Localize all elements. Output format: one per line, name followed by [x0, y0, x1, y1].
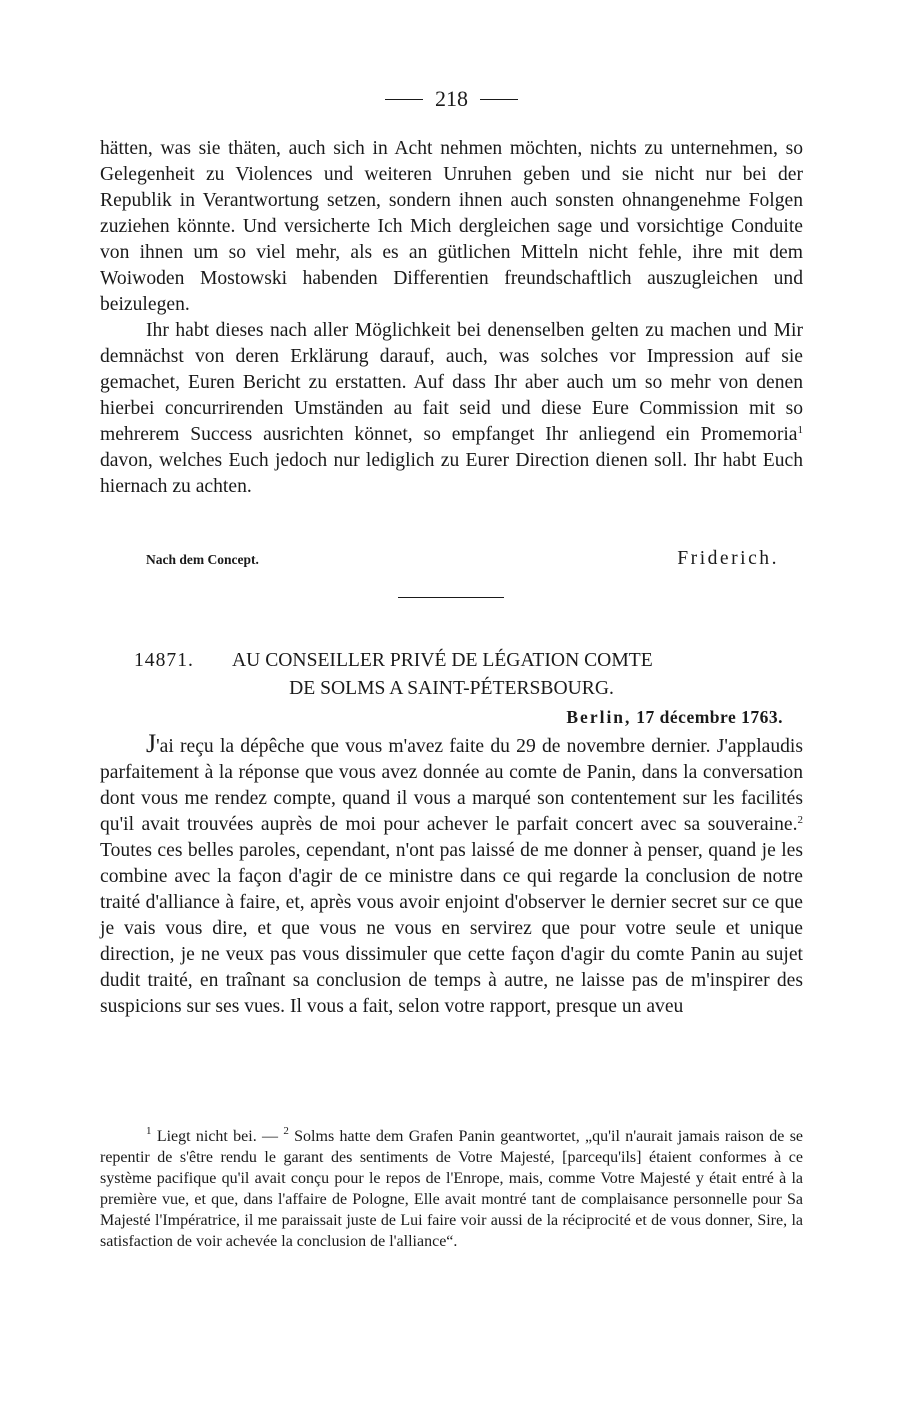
footnote-text: Liegt nicht bei. — — [156, 1128, 279, 1145]
section-divider — [398, 597, 504, 598]
footnotes — [100, 1126, 803, 1252]
footnote-mark: 2 — [797, 814, 803, 826]
source-note: Nach dem Concept. — [146, 552, 259, 567]
paragraph — [100, 729, 803, 1020]
paragraph-text: davon, welches Euch jedoch nur lediglich zu Eurer Direction dienen soll. Ihr habt Euch hiernach zu achten. — [100, 450, 803, 497]
paragraph-text: 'ai reçu la dépêche que vous m'avez faite du 29 de novembre dernier. J'applaudis parfaitement à la réponse que vous avez donnée au comte de Panin, dans la conversation dont vous me rendez compte, quand il vous a marqué son contentement sur les facilités qu'il avait trouvées auprès de moi pour achever le parfait concert avec sa souveraine. — [100, 736, 803, 835]
letter-title-line1: AU CONSEILLER PRIVÉ DE LÉGATION COMTE — [232, 650, 653, 671]
paragraph — [100, 318, 803, 500]
footnote — [100, 1126, 803, 1252]
footnote-text: Solms hatte dem Grafen Panin geantwortet, „qu'il n'aurait jamais raison de se repentir de s'être rendu le garant des sentiments de Votre Majesté, [parcequ'ils] étaient conformes à ce système pacifique qu'il avait conçu pour le repos de l'Enrope, mais, comme Votre Majesté y était entré à la première vue, et que, dans l'affaire de Pologne, Elle avait montré tant de complaisance personnelle pour Sa Majesté l'Impératrice, il me paraissait juste de Lui faire voir aussi de la réciprocité et de vous donner, Sire, la satisfaction de voir achevée la conclusion de l'alliance“. — [100, 1128, 804, 1250]
signature-row — [100, 548, 803, 570]
page-header — [100, 86, 803, 112]
letter-title-line2: DE SOLMS A SAINT-PÉTERSBOURG. — [289, 678, 614, 699]
letter-number: 14871. — [134, 650, 194, 671]
footnote-mark: 1 — [146, 1125, 152, 1137]
drop-cap: J — [146, 729, 157, 758]
footnote-mark: 1 — [797, 424, 803, 436]
signature: Friderich. — [677, 548, 779, 569]
paragraph-text: Toutes ces belles paroles, cependant, n'ont pas laissé de me donner à penser, quand je les combine avec la façon d'agir de ce ministre dans ce qui regarde la conclusion de notre traité d'alliance à faire, et, après vous avoir enjoint d'observer le dernier secret sur ce que je vais vous dire, et que vous ne vous en servirez que pour votre seule et unique direction, je ne veux pas vous dissimuler que cette façon d'agir du comte Panin au sujet dudit traité, en traînant sa conclusion de temps à autre, ne laisse pas de m'inspirer des suspicions sur ses vues. Il vous a fait, selon votre rapport, presque un aveu — [100, 840, 803, 1017]
paragraph: hätten, was sie thäten, auch sich in Acht nehmen möchten, nichts zu unternehmen, so Gelegenheit zu Violences und weiteren Unruhen geben und sie nicht nur bei der Republik in Verantwortung setzen, sondern ihnen auch sonsten ohnangenehme Folgen zuziehen könnte. Und versicherte Ich Mich dergleichen sage und vorsichtige Conduite von ihnen um so viel mehr, als es an gütlichen Mitteln nicht fehle, ihre mit dem Woiwoden Mostowski habenden Differentien freundschaftlich auszugleichen und beizulegen. — [100, 138, 803, 315]
page-number: 218 — [435, 86, 468, 111]
paragraph-text: Ihr habt dieses nach aller Möglichkeit bei denenselben gelten zu machen und Mir demnächst von deren Erklärung darauf, auch, was solches vor Impression auf sie gemachet, Euren Bericht zu erstatten. Auf dass Ihr aber auch um so mehr von denen hierbei concurrirenden Umständen au fait seid und diese Eure Commission mit so mehrerem Success ausrichten könnet, so empfanget Ihr anliegend ein Promemoria — [100, 320, 803, 445]
footnote-mark: 2 — [283, 1125, 289, 1137]
header-dash-left — [385, 99, 423, 100]
letter-dateline — [566, 707, 783, 728]
letter-place: Berlin, — [566, 707, 632, 727]
letter-date: 17 décembre 1763. — [636, 707, 783, 727]
header-dash-right — [480, 99, 518, 100]
previous-letter-ending — [100, 136, 803, 500]
letter-body — [100, 729, 803, 1020]
